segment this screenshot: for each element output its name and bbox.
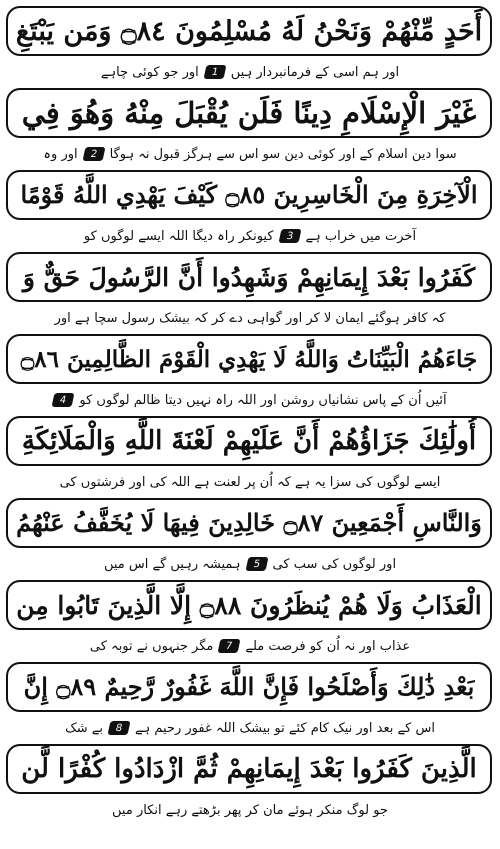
urdu-text: ہمیشہ رہیں گے اس میں — [103, 556, 241, 572]
urdu-translation — [10, 633, 490, 659]
urdu-text: آخرت میں خراب ہے — [305, 228, 417, 244]
footnote-marker: 1 — [203, 65, 226, 79]
arabic-verse-box — [6, 170, 492, 220]
urdu-text: کیونکر راہ دیگا اللہ ایسے لوگوں کو — [83, 228, 274, 244]
arabic-verse: غَيْرَ الْإِسْلَامِ دِينًا فَلَن يُقْبَلَ مِنْهُ وَهُوَ فِي — [21, 95, 477, 130]
urdu-text: سوا دین اسلام کے اور کوئی دین سو اس سے ہرگز قبول نہ ہوگا — [109, 146, 457, 162]
footnote-marker: 2 — [82, 147, 105, 161]
footnote-marker: 8 — [107, 721, 130, 735]
arabic-verse-box — [6, 662, 492, 712]
footnote-marker: 5 — [245, 557, 268, 571]
urdu-translation — [10, 715, 490, 741]
arabic-verse: وَالنَّاسِ أَجْمَعِينَ ۝٨٧ خَالِدِينَ فِيهَا لَا يُخَفَّفُ عَنْهُمُ — [16, 508, 482, 537]
arabic-verse-box — [6, 252, 492, 302]
urdu-translation — [10, 223, 490, 249]
urdu-text: اور وہ — [43, 146, 78, 162]
urdu-text: مگر جنہوں نے توبہ کی — [89, 638, 214, 654]
urdu-translation — [10, 469, 490, 495]
footnote-marker: 7 — [218, 639, 241, 653]
arabic-verse-box — [6, 498, 492, 548]
urdu-text: کہ کافر ہوگئے ایمان لا کر اور گواہی دے کر کہ بیشک رسول سچا ہے اور — [54, 310, 446, 326]
arabic-verse: الْآخِرَةِ مِنَ الْخَاسِرِينَ ۝٨٥ كَيْفَ يَهْدِي اللَّهُ قَوْمًا — [20, 180, 478, 209]
arabic-verse: أَحَدٍ مِّنْهُمْ وَنَحْنُ لَهُ مُسْلِمُونَ ۝٨٤ وَمَن يَبْتَغِ — [15, 15, 483, 47]
arabic-verse-box — [6, 6, 492, 56]
arabic-verse: أُولَٰئِكَ جَزَاؤُهُمْ أَنَّ عَلَيْهِمْ لَعْنَةَ اللَّهِ وَالْمَلَائِكَةِ — [21, 426, 477, 456]
footnote-marker: 3 — [278, 229, 301, 243]
arabic-verse: الْعَذَابُ وَلَا هُمْ يُنظَرُونَ ۝٨٨ إِلَّا الَّذِينَ تَابُوا مِن — [16, 590, 482, 620]
footnote-marker: 4 — [52, 393, 75, 407]
arabic-verse: جَاءَهُمُ الْبَيِّنَاتُ وَاللَّهُ لَا يَهْدِي الْقَوْمَ الظَّالِمِينَ ۝٨٦ — [20, 345, 478, 373]
urdu-translation — [10, 387, 490, 413]
urdu-text: بے شک — [65, 720, 103, 736]
urdu-translation — [10, 797, 490, 823]
arabic-verse-box — [6, 416, 492, 466]
urdu-translation — [10, 305, 490, 331]
arabic-verse-box — [6, 744, 492, 794]
arabic-verse-box — [6, 580, 492, 630]
urdu-text: عذاب اور نہ اُن کو فرصت ملے — [245, 638, 411, 654]
urdu-text: آئیں اُن کے پاس نشانیاں روشن اور اللہ راہ نہیں دیتا ظالم لوگوں کو — [79, 392, 447, 408]
urdu-text: اس کے بعد اور نیک کام کئے تو بیشک اللہ غفور رحیم ہے — [134, 720, 435, 736]
arabic-verse-box — [6, 334, 492, 384]
arabic-verse-box — [6, 88, 492, 138]
urdu-text: جو لوگ منکر ہوئے مان کر پھر بڑھتے رہے انکار میں — [112, 802, 388, 818]
urdu-translation — [10, 551, 490, 577]
arabic-verse: كَفَرُوا بَعْدَ إِيمَانِهِمْ وَشَهِدُوا أَنَّ الرَّسُولَ حَقٌّ وَ — [22, 262, 476, 292]
arabic-verse: بَعْدِ ذَٰلِكَ وَأَصْلَحُوا فَإِنَّ اللَّهَ غَفُورٌ رَّحِيمٌ ۝٨٩ إِنَّ — [23, 672, 475, 701]
urdu-text: اور ہم اسی کے فرمانبردار ہیں — [230, 64, 400, 80]
arabic-verse: الَّذِينَ كَفَرُوا بَعْدَ إِيمَانِهِمْ ثُمَّ ازْدَادُوا كُفْرًا لَّن — [21, 754, 477, 784]
urdu-translation — [10, 141, 490, 167]
urdu-text: اور جو کوئی چاہے — [100, 64, 199, 80]
urdu-text: اور لوگوں کی سب کی — [272, 556, 397, 572]
urdu-translation — [10, 59, 490, 85]
urdu-text: ایسے لوگوں کی سزا یہ ہے کہ اُن پر لعنت ہے اللہ کی اور فرشتوں کی — [59, 474, 441, 490]
